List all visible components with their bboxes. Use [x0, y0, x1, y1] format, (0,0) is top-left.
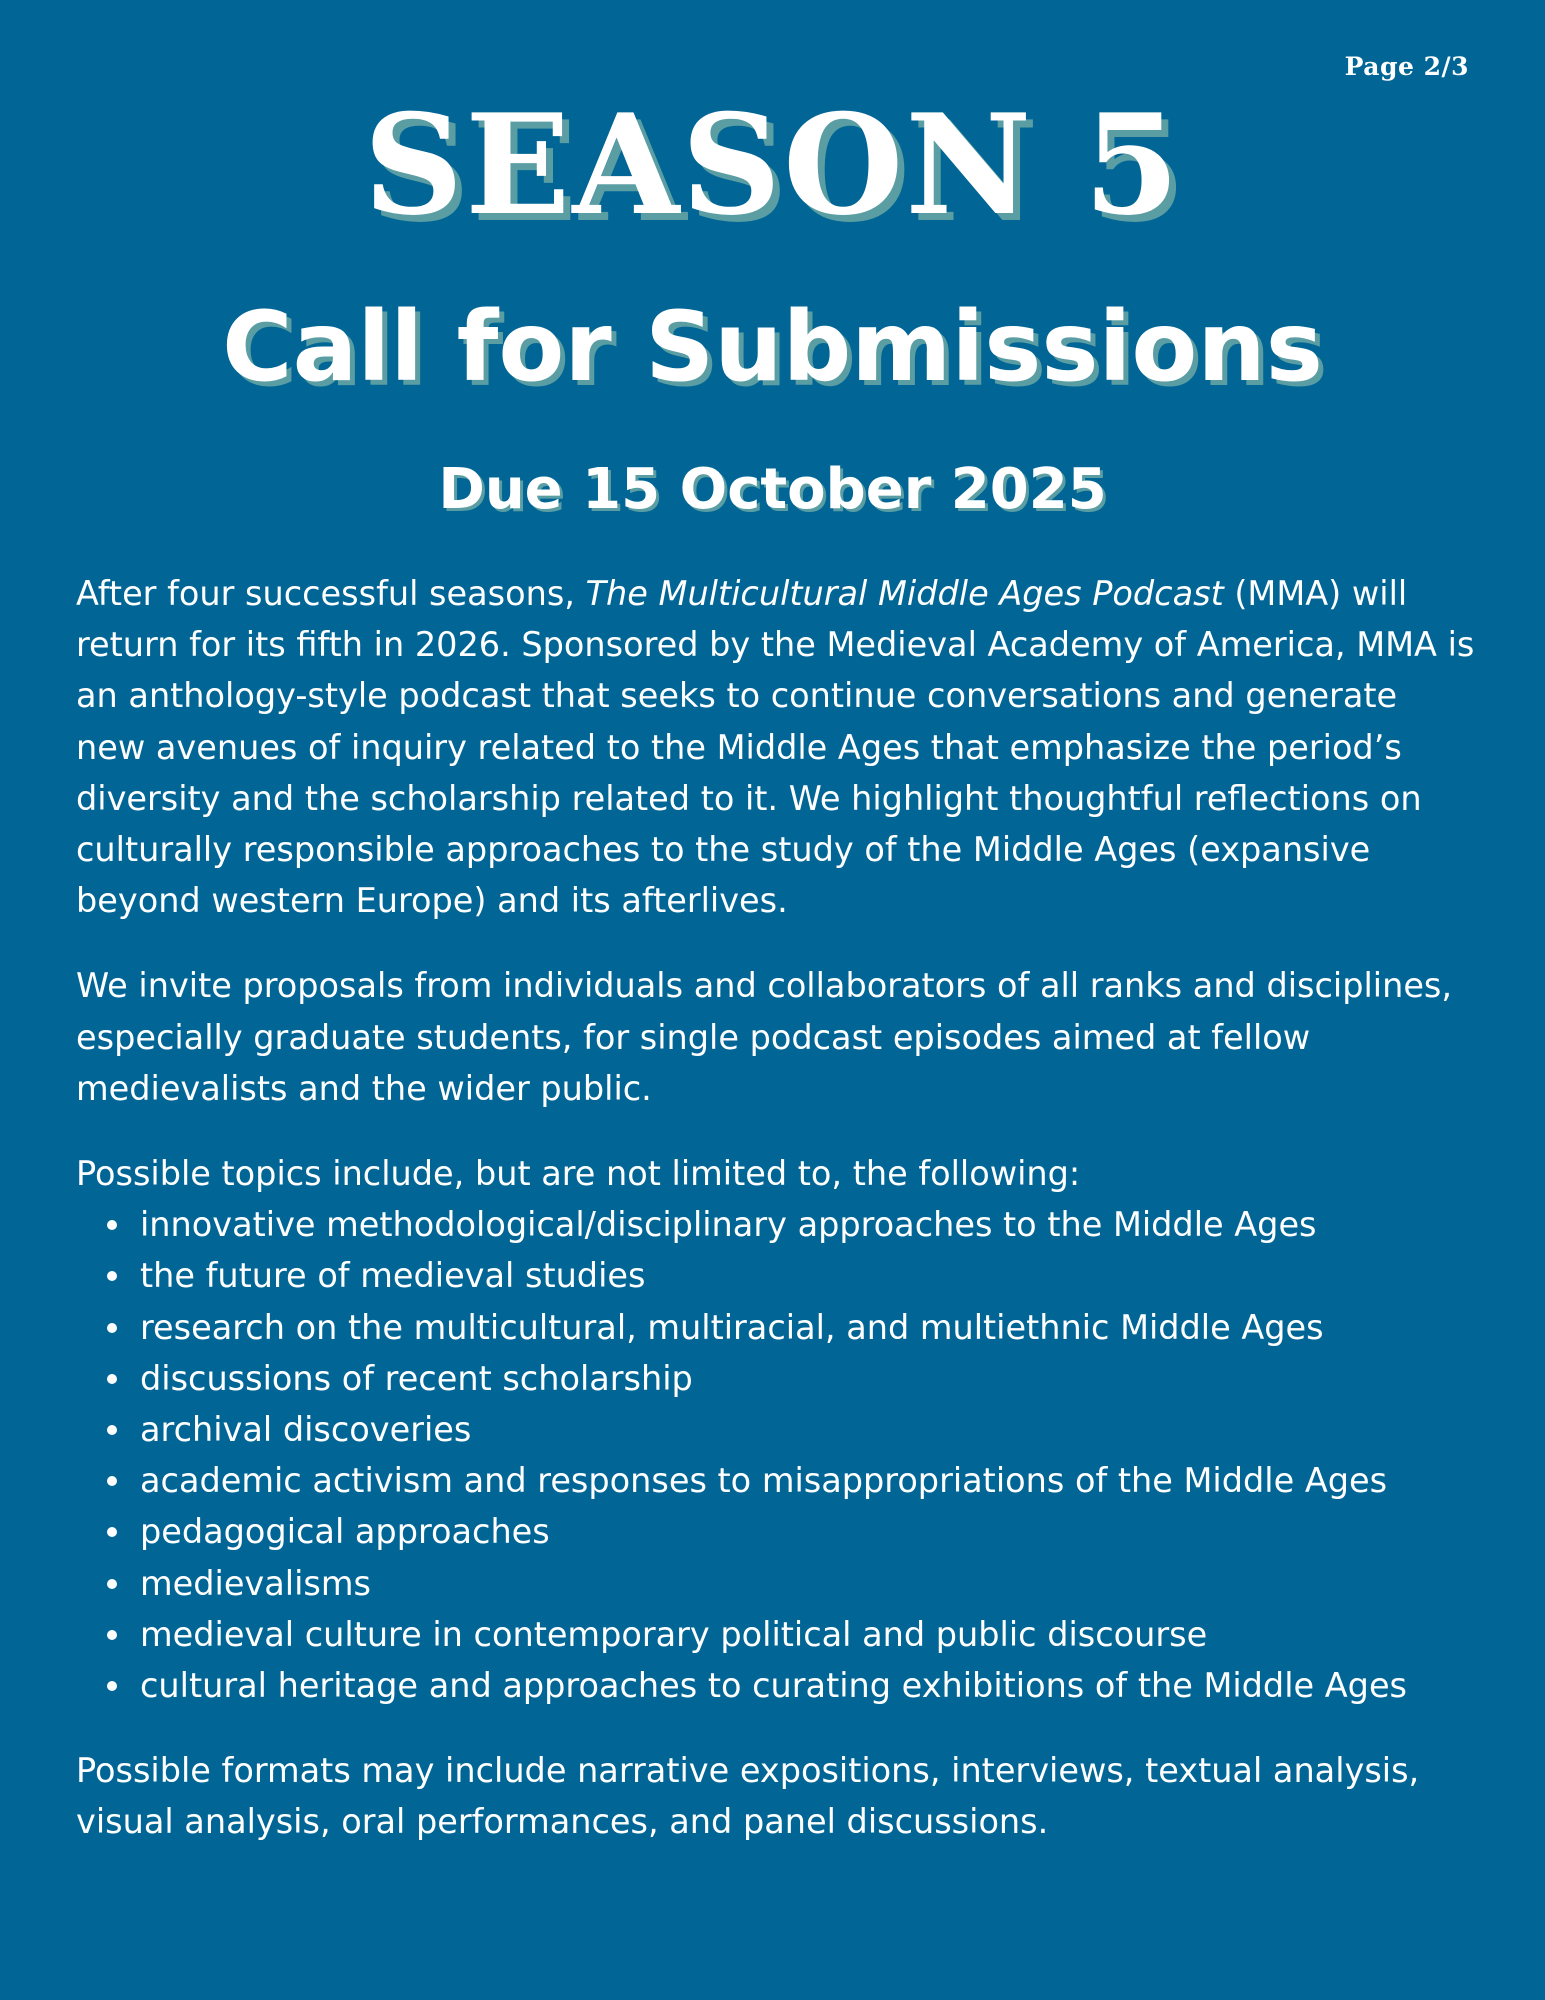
call-for-submissions-title: Call for Submissions	[222, 291, 1323, 403]
intro-text-lead: After four successful seasons,	[76, 574, 586, 613]
formats-paragraph: Possible formats may include narrative expositions, interviews, textual analysis, visual analysis, oral performances, and panel discussions.	[76, 1751, 1420, 1842]
list-item: medievalisms	[140, 1558, 1476, 1609]
intro-paragraph	[76, 568, 1476, 926]
list-item: cultural heritage and approaches to curating exhibitions of the Middle Ages	[140, 1660, 1476, 1711]
podcast-title: The Multicultural Middle Ages Podcast	[585, 574, 1224, 613]
list-item: academic activism and responses to misappropriations of the Middle Ages	[140, 1455, 1476, 1506]
list-item: discussions of recent scholarship	[140, 1353, 1476, 1404]
list-item: archival discoveries	[140, 1404, 1476, 1455]
list-item: pedagogical approaches	[140, 1506, 1476, 1557]
topics-intro: Possible topics include, but are not limited to, the following:	[76, 1154, 1081, 1194]
topics-list	[76, 1199, 1476, 1711]
document-body	[76, 568, 1476, 1882]
page-number: Page 2/3	[1344, 52, 1469, 81]
season-title: SEASON 5	[363, 83, 1182, 246]
list-item: the future of medieval studies	[140, 1250, 1476, 1301]
due-date-heading: Due 15 October 2025	[438, 457, 1107, 522]
list-item: innovative methodological/disciplinary approaches to the Middle Ages	[140, 1199, 1476, 1250]
list-item: research on the multicultural, multiracial, and multiethnic Middle Ages	[140, 1302, 1476, 1353]
intro-text-rest: (MMA) will return for its fifth in 2026. Sponsored by the Medieval Academy of America, MMA is an anthology-style podcast that seeks to continue conversations and generate new avenues of inquiry related to the Middle Ages that emphasize the period’s diversity and the scholarship related to it. We highlight thoughtful reflections on culturally responsible approaches to the study of the Middle Ages (expansive beyond western Europe) and its afterlives.	[76, 574, 1475, 921]
list-item: medieval culture in contemporary political and public discourse	[140, 1609, 1476, 1660]
invite-paragraph: We invite proposals from individuals and collaborators of all ranks and disciplines, especially graduate students, for single podcast episodes aimed at fellow medievalists and the wider public.	[76, 966, 1453, 1108]
